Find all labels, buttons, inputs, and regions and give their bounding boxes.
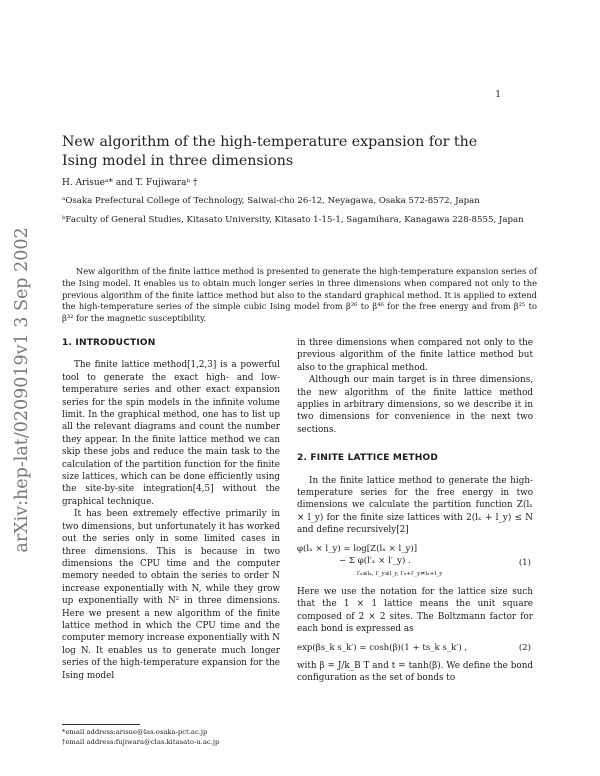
- footnote-2: †email address:fujiwara@clas.kitasato-u.ac.jp: [62, 738, 220, 746]
- paragraph: Although our main target is in three dimensions, the new algorithm of the finite lattice method applies in arbitrary dimensions, so we describe it in two dimensions for convenience in the next two sections.: [297, 375, 533, 435]
- equation-1-sum-range: l′ₓ≤lₓ, l′_y≤l_y, l′ₓ+l′_y≠lₓ+l_y: [357, 570, 443, 577]
- equation-1: [297, 543, 533, 580]
- section-heading-finite-lattice: 2. FINITE LATTICE METHOD: [297, 453, 439, 464]
- equation-2-number: (2): [518, 642, 531, 653]
- section-heading-introduction: 1. INTRODUCTION: [62, 338, 156, 348]
- footnote-rule: [62, 724, 140, 725]
- equation-2: [297, 642, 533, 654]
- equation-1-rhs: − Σ φ(l′ₓ × l′_y) .: [339, 556, 411, 567]
- equation-2-body: exp(βs_k s_k′) = cosh(β)(1 + ts_k s_k′) ,: [297, 642, 468, 653]
- affiliation-a: ᵃOsaka Prefectural College of Technology, Saiwai-cho 26-12, Neyagawa, Osaka 572-8572, Japan: [62, 196, 480, 206]
- paragraph: The finite lattice method[1,2,3] is a powerful tool to generate the exact high- and low-temperature series and other exact expansion series for the spin models in the infinite volume limit. In the graphical method, one has to list up all the relevant diagrams and count the number they appear. In the finite lattice method we can skip these jobs and reduce the main task to the calculation of the partition function for the finite size lattices, which can be done efficiently using the site-by-site integration[4,5] without the graphical technique.: [62, 360, 280, 507]
- affiliation-b: ᵇFaculty of General Studies, Kitasato University, Kitasato 1-15-1, Sagamihara, Kanagawa 228-8555, Japan: [62, 215, 524, 225]
- authors: H. Arisueᵃ* and T. Fujiwaraᵇ †: [62, 178, 198, 188]
- paragraph: Here we use the notation for the lattice size such that the 1 × 1 lattice means the unit square composed of 2 × 2 sites. The Boltzmann factor for each bond is expressed as: [297, 586, 533, 635]
- paragraph: It has been extremely effective primarily in two dimensions, but unfortunately it has worked out the series only in some limited cases in three dimensions. This is because in two dimensions the CPU time and the computer memory needed to obtain the series to order N increase exponentially with N, while they grow up exponentially with N² in three dimensions. Here we present a new algorithm of the finite lattice method in which the CPU time and the computer memory increase exponentially with N log N. It enables us to generate much longer series of the high-temperature expansion for the Ising model: [62, 509, 280, 681]
- equation-1-lhs: φ(lₓ × l_y) = log[Z(lₓ × l_y)]: [297, 543, 418, 554]
- paper-title: New algorithm of the high-temperature expansion for the Ising model in three dimensions: [62, 134, 478, 169]
- left-column: [62, 337, 280, 682]
- page-number: 1: [495, 90, 501, 100]
- arxiv-stamp: [2, 170, 42, 610]
- equation-1-number: (1): [518, 557, 531, 568]
- paragraph: In the finite lattice method to generate the high-temperature series for the free energy in two dimensions we calculate the partition function Z(lₓ × l_y) for the finite size lattices with 2(lₓ + l_y) ≤ N and define recursively[2]: [297, 475, 533, 536]
- abstract: New algorithm of the finite lattice method is presented to generate the high-temperature expansion series of the Ising model. It enables us to obtain much longer series in three dimensions when compared not only to the previous algorithm of the finite lattice method but also to the standard graphical method. It is applied to extend the high-temperature series of the simple cubic Ising model from β²⁶ to β⁴⁶ for the free energy and from β²⁵ to β³² for the magnetic susceptibility.: [62, 266, 537, 324]
- arxiv-id: arXiv:hep-lat/0209019v1 3 Sep 2002: [12, 227, 32, 553]
- right-column: [297, 337, 533, 685]
- paragraph: with β = J/k_B T and t = tanh(β). We define the bond configuration as the set of bonds to: [297, 660, 533, 684]
- footnote-1: *email address:arisue@las.osaka-pct.ac.jp: [62, 728, 208, 736]
- paragraph: in three dimensions when compared not only to the previous algorithm of the finite lattice method but also to the graphical method.: [297, 338, 533, 373]
